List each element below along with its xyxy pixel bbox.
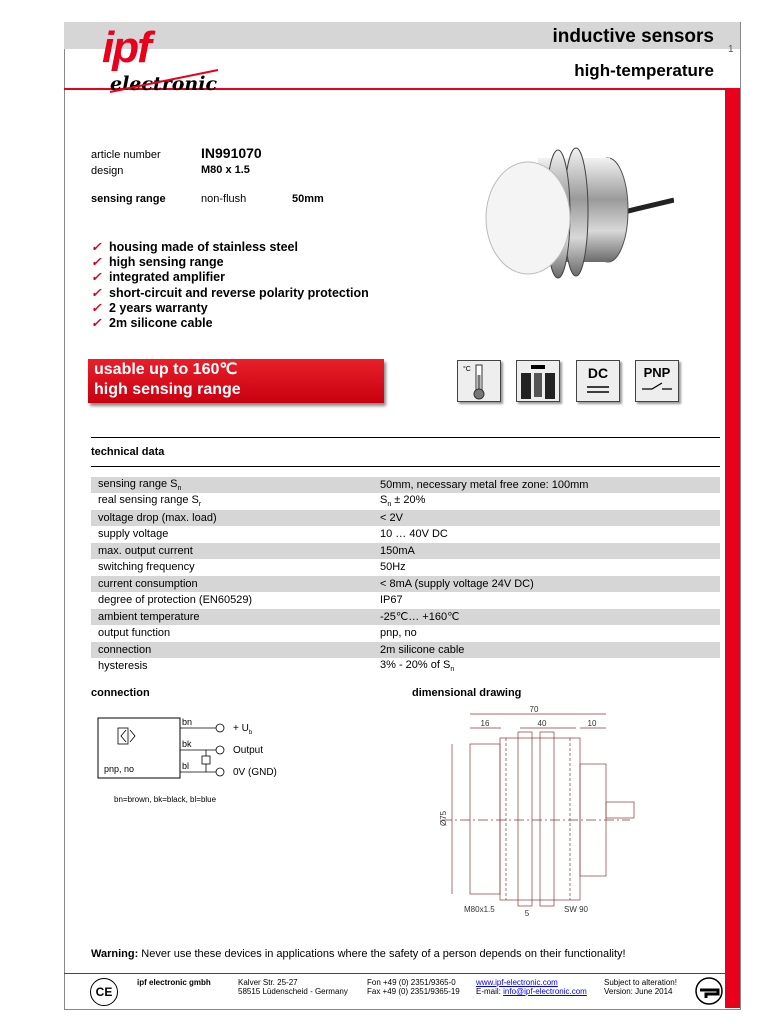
product-photo xyxy=(484,140,674,300)
design-value: M80 x 1.5 xyxy=(201,164,250,176)
svg-text:5: 5 xyxy=(524,909,530,918)
svg-text:ipf: ipf xyxy=(102,24,150,72)
feature-item: ✓ 2 years warranty xyxy=(91,301,208,315)
svg-text:Ø75: Ø75 xyxy=(439,810,448,826)
highlight-banner: usable up to 160℃ high sensing range xyxy=(88,359,384,403)
tech-value-cell: 50Hz xyxy=(373,559,720,576)
check-icon: ✓ xyxy=(91,301,102,315)
tech-value-cell: pnp, no xyxy=(373,625,720,642)
tech-label-cell: connection xyxy=(91,642,373,659)
footer-address-2: 58515 Lüdenscheid - Germany xyxy=(238,987,348,996)
pnp-icon xyxy=(635,360,679,402)
feature-item: ✓ 2m silicone cable xyxy=(91,316,213,330)
tech-label-cell: switching frequency xyxy=(91,559,373,576)
non-flush-mount-icon xyxy=(516,360,560,402)
svg-text:electronic: electronic xyxy=(110,73,218,95)
table-row xyxy=(91,609,720,626)
footer-website-link[interactable]: www.ipf-electronic.com xyxy=(476,978,558,987)
table-row xyxy=(91,576,720,593)
feature-item: ✓ short-circuit and reverse polarity protection xyxy=(91,286,369,300)
tech-label-cell: voltage drop (max. load) xyxy=(91,510,373,527)
table-row xyxy=(91,559,720,576)
tech-label-cell: max. output current xyxy=(91,543,373,560)
svg-text:0V (GND): 0V (GND) xyxy=(233,767,277,778)
section-rule xyxy=(91,437,720,438)
wiring-diagram xyxy=(96,712,306,792)
svg-text:bn: bn xyxy=(182,717,193,727)
check-icon: ✓ xyxy=(91,255,102,269)
table-row xyxy=(91,493,720,510)
svg-text:M80x1.5: M80x1.5 xyxy=(464,905,495,914)
sensing-range-value: 50mm xyxy=(292,193,324,205)
check-icon: ✓ xyxy=(91,270,102,284)
technical-data-heading: technical data xyxy=(91,446,165,458)
tech-value-cell: 150mA xyxy=(373,543,720,560)
tech-value-cell: 2m silicone cable xyxy=(373,642,720,659)
footer-version: Version: June 2014 xyxy=(604,987,673,996)
svg-text:70: 70 xyxy=(529,705,539,714)
footer-fax: Fax +49 (0) 2351/9365-19 xyxy=(367,987,460,996)
ce-mark-icon: CE xyxy=(90,978,118,1006)
article-number: IN991070 xyxy=(201,145,262,161)
design-label: design xyxy=(91,165,124,177)
tech-value-cell: -25℃… +160℃ xyxy=(373,609,720,626)
connection-heading: connection xyxy=(91,687,150,699)
side-accent-bar xyxy=(725,88,740,1008)
tech-label-cell: output function xyxy=(91,625,373,642)
svg-text:bl: bl xyxy=(182,761,190,771)
tech-label-cell: supply voltage xyxy=(91,526,373,543)
tech-label-cell: sensing range $S_n$ xyxy=(91,477,373,493)
tech-value-cell: IP67 xyxy=(373,592,720,609)
svg-text:Output: Output xyxy=(233,745,264,756)
table-row xyxy=(91,510,720,527)
sensing-range-mount: non-flush xyxy=(201,193,247,205)
check-icon: ✓ xyxy=(91,240,102,254)
company-logo xyxy=(100,24,224,96)
article-label: article number xyxy=(91,149,161,161)
footer-note-alteration: Subject to alteration! xyxy=(604,978,677,987)
tech-value-cell: $S_n \pm 20\%$ xyxy=(373,493,720,510)
table-row xyxy=(91,658,720,675)
tech-value-cell: < 8mA (supply voltage 24V DC) xyxy=(373,576,720,593)
check-icon: ✓ xyxy=(91,286,102,300)
tech-label-cell: real sensing range $S_r$ xyxy=(91,493,373,510)
document-subtitle: high-temperature xyxy=(574,61,714,80)
feature-item: ✓ high sensing range xyxy=(91,255,224,269)
section-rule xyxy=(91,466,720,467)
table-row xyxy=(91,625,720,642)
footer-company: ipf electronic gmbh xyxy=(137,978,211,987)
svg-text:16: 16 xyxy=(480,719,490,728)
wire-color-legend: bn=brown, bk=black, bl=blue xyxy=(114,795,217,804)
tech-value-cell: 10 … 40V DC xyxy=(373,526,720,543)
table-row xyxy=(91,543,720,560)
footer-email-link[interactable]: info@ipf-electronic.com xyxy=(503,987,587,996)
svg-text:+ Ub: + $U_b$ xyxy=(233,723,253,736)
svg-text:40: 40 xyxy=(537,719,547,728)
check-icon: ✓ xyxy=(91,316,102,330)
table-row xyxy=(91,592,720,609)
svg-text:DC: DC xyxy=(587,365,609,381)
footer-email: E-mail: info@ipf-electronic.com xyxy=(476,987,587,996)
certification-logo-icon xyxy=(694,976,724,1006)
sensing-range-label: sensing range xyxy=(91,193,166,205)
dc-icon xyxy=(576,360,620,402)
svg-text:pnp, no: pnp, no xyxy=(104,764,135,774)
tech-label-cell: degree of protection (EN60529) xyxy=(91,592,373,609)
tech-value-cell: 50mm, necessary metal free zone: 100mm xyxy=(373,477,720,493)
footer-phone: Fon +49 (0) 2351/9365-0 xyxy=(367,978,456,987)
feature-item: ✓ integrated amplifier xyxy=(91,270,225,284)
svg-text:°C: °C xyxy=(463,366,471,373)
dimensional-drawing xyxy=(430,702,640,922)
footer-address-1: Kalver Str. 25-27 xyxy=(238,978,298,987)
tech-label-cell: current consumption xyxy=(91,576,373,593)
svg-text:PNP: PNP xyxy=(643,365,671,380)
tech-value-cell: 3% - 20% of $S_n$ xyxy=(373,658,720,675)
tech-value-cell: < 2V xyxy=(373,510,720,527)
table-row xyxy=(91,477,720,493)
dimensional-drawing-heading: dimensional drawing xyxy=(412,687,522,699)
safety-warning: Warning: Never use these devices in applications where the safety of a person depends on their functionality! xyxy=(91,948,626,960)
technical-data-table xyxy=(91,477,720,675)
table-row xyxy=(91,642,720,659)
tech-label-cell: hysteresis xyxy=(91,658,373,675)
footer-rule xyxy=(64,973,726,974)
page-number: 1 xyxy=(728,44,734,55)
thermometer-icon xyxy=(457,360,501,402)
feature-item: ✓ housing made of stainless steel xyxy=(91,240,298,254)
tech-label-cell: ambient temperature xyxy=(91,609,373,626)
svg-text:bk: bk xyxy=(182,739,192,749)
svg-text:10: 10 xyxy=(587,719,597,728)
document-title: inductive sensors xyxy=(552,26,714,47)
svg-text:SW 90: SW 90 xyxy=(564,905,589,914)
table-row xyxy=(91,526,720,543)
